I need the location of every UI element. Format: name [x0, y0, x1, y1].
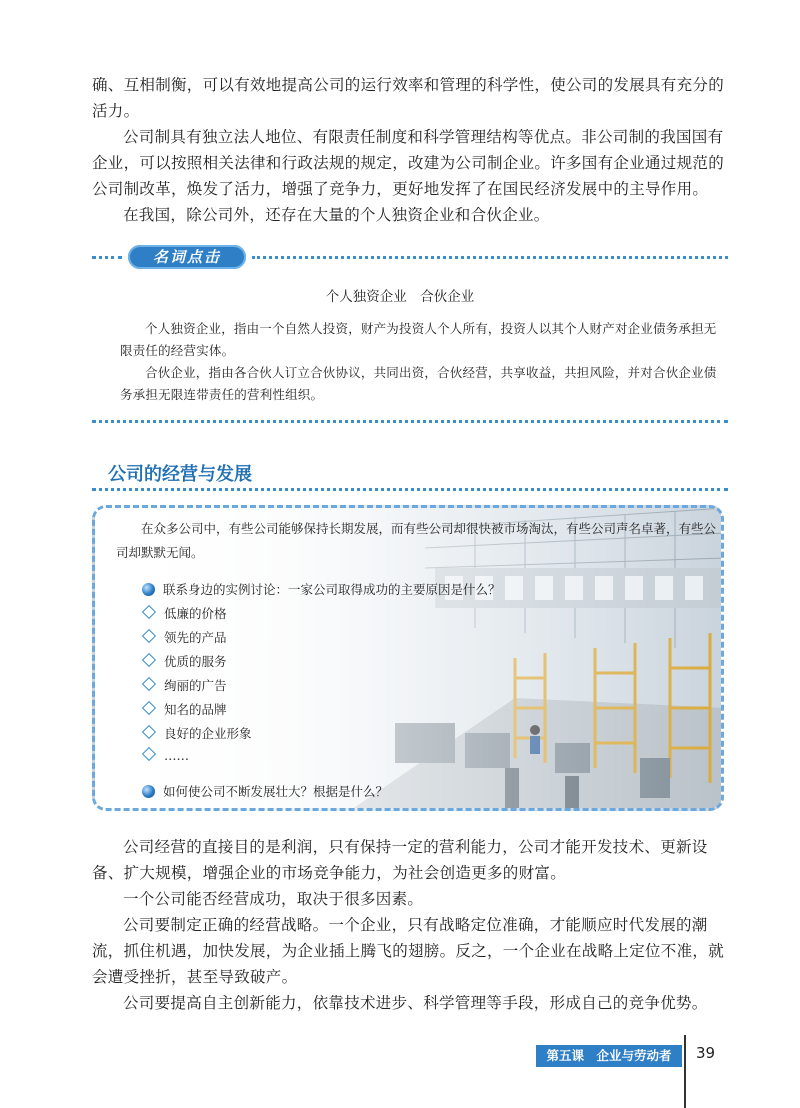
- option-item: [142, 604, 227, 622]
- globe-bullet-icon: [142, 583, 155, 596]
- question-1: [142, 580, 501, 598]
- paragraph-profit: 公司经营的直接目的是利润，只有保持一定的营利能力，公司才能开发技术、更新设备、扩大规模，增强企业的市场竞争能力，为社会创造更多的财富。: [92, 838, 708, 882]
- option-item: [142, 724, 252, 742]
- option-label: 绚丽的广告: [164, 678, 227, 693]
- paragraph-strategy: 公司要制定正确的经营战略。一个企业，只有战略定位准确，才能顺应时代发展的潮流，抓住机遇，加快发展，为企业插上腾飞的翅膀。反之，一个企业在战略上定位不准，就会遭受挫折，甚至导致破产。: [92, 916, 725, 986]
- dotted-divider-left: [92, 256, 122, 259]
- dotted-divider-right: [252, 256, 728, 259]
- option-label: 知名的品牌: [164, 702, 227, 717]
- paragraph-company-system: 公司制具有独立法人地位、有限责任制度和科学管理结构等优点。非公司制的我国国有企业，可以按照相关法律和行政法规的规定，改建为公司制企业。许多国有企业通过规范的公司制改革，焕发了活力，增强了竞争力，更好地发挥了在国民经济发展中的主导作用。: [92, 128, 725, 198]
- globe-bullet-icon: [142, 785, 155, 798]
- paragraph-continuation: 确、互相制衡，可以有效地提高公司的运行效率和管理的科学性，使公司的发展具有充分的活力。: [92, 76, 725, 120]
- option-label: 良好的企业形象: [164, 726, 252, 741]
- option-label: ……: [164, 748, 189, 763]
- option-label: 领先的产品: [164, 630, 227, 645]
- diamond-bullet-icon: [142, 701, 156, 715]
- diamond-bullet-icon: [142, 629, 156, 643]
- option-item: [142, 676, 227, 694]
- diamond-bullet-icon: [142, 747, 156, 761]
- section-title: 公司的经营与发展: [108, 464, 252, 485]
- term-badge: 名词点击: [128, 245, 246, 269]
- footer-rule: [684, 1035, 686, 1108]
- diamond-bullet-icon: [142, 653, 156, 667]
- paragraph-factors: 一个公司能否经营成功，取决于很多因素。: [123, 890, 424, 908]
- option-item: [142, 652, 227, 670]
- term-partnership: 合伙企业，指由各合伙人订立合伙协议，共同出资，合伙经营，共享收益，共担风险，并对合伙企业债务承担无限连带责任的营利性组织。: [120, 365, 717, 402]
- option-label: 优质的服务: [164, 654, 227, 669]
- option-label: 低廉的价格: [164, 606, 227, 621]
- paragraph-innovation: 公司要提高自主创新能力，依靠技术进步、科学管理等手段，形成自己的竞争优势。: [123, 994, 708, 1012]
- diamond-bullet-icon: [142, 605, 156, 619]
- page-number: 39: [696, 1044, 716, 1062]
- section-underline: [92, 488, 728, 491]
- term-sole-proprietorship: 个人独资企业，指由一个自然人投资，财产为投资人个人所有，投资人以其个人财产对企业债务承担无限责任的经营实体。: [120, 321, 717, 358]
- option-item: [142, 700, 227, 718]
- question-2-text: 如何使公司不断发展壮大？根据是什么？: [163, 784, 389, 799]
- question-1-text: 联系身边的实例讨论：一家公司取得成功的主要原因是什么？: [163, 582, 501, 597]
- paragraph-other-enterprises: 在我国，除公司外，还存在大量的个人独资企业和合伙企业。: [123, 206, 550, 224]
- diamond-bullet-icon: [142, 677, 156, 691]
- discussion-intro: 在众多公司中，有些公司能够保持长期发展，而有些公司却很快被市场淘汰，有些公司声名卓著，有些公司却默默无闻。: [116, 521, 717, 560]
- dotted-divider-bottom: [92, 420, 728, 423]
- diamond-bullet-icon: [142, 725, 156, 739]
- chapter-label: 第五课 企业与劳动者: [536, 1045, 682, 1067]
- option-item: [142, 748, 189, 763]
- term-title: 个人独资企业 合伙企业: [325, 289, 475, 305]
- question-2: [142, 782, 388, 800]
- option-item: [142, 628, 227, 646]
